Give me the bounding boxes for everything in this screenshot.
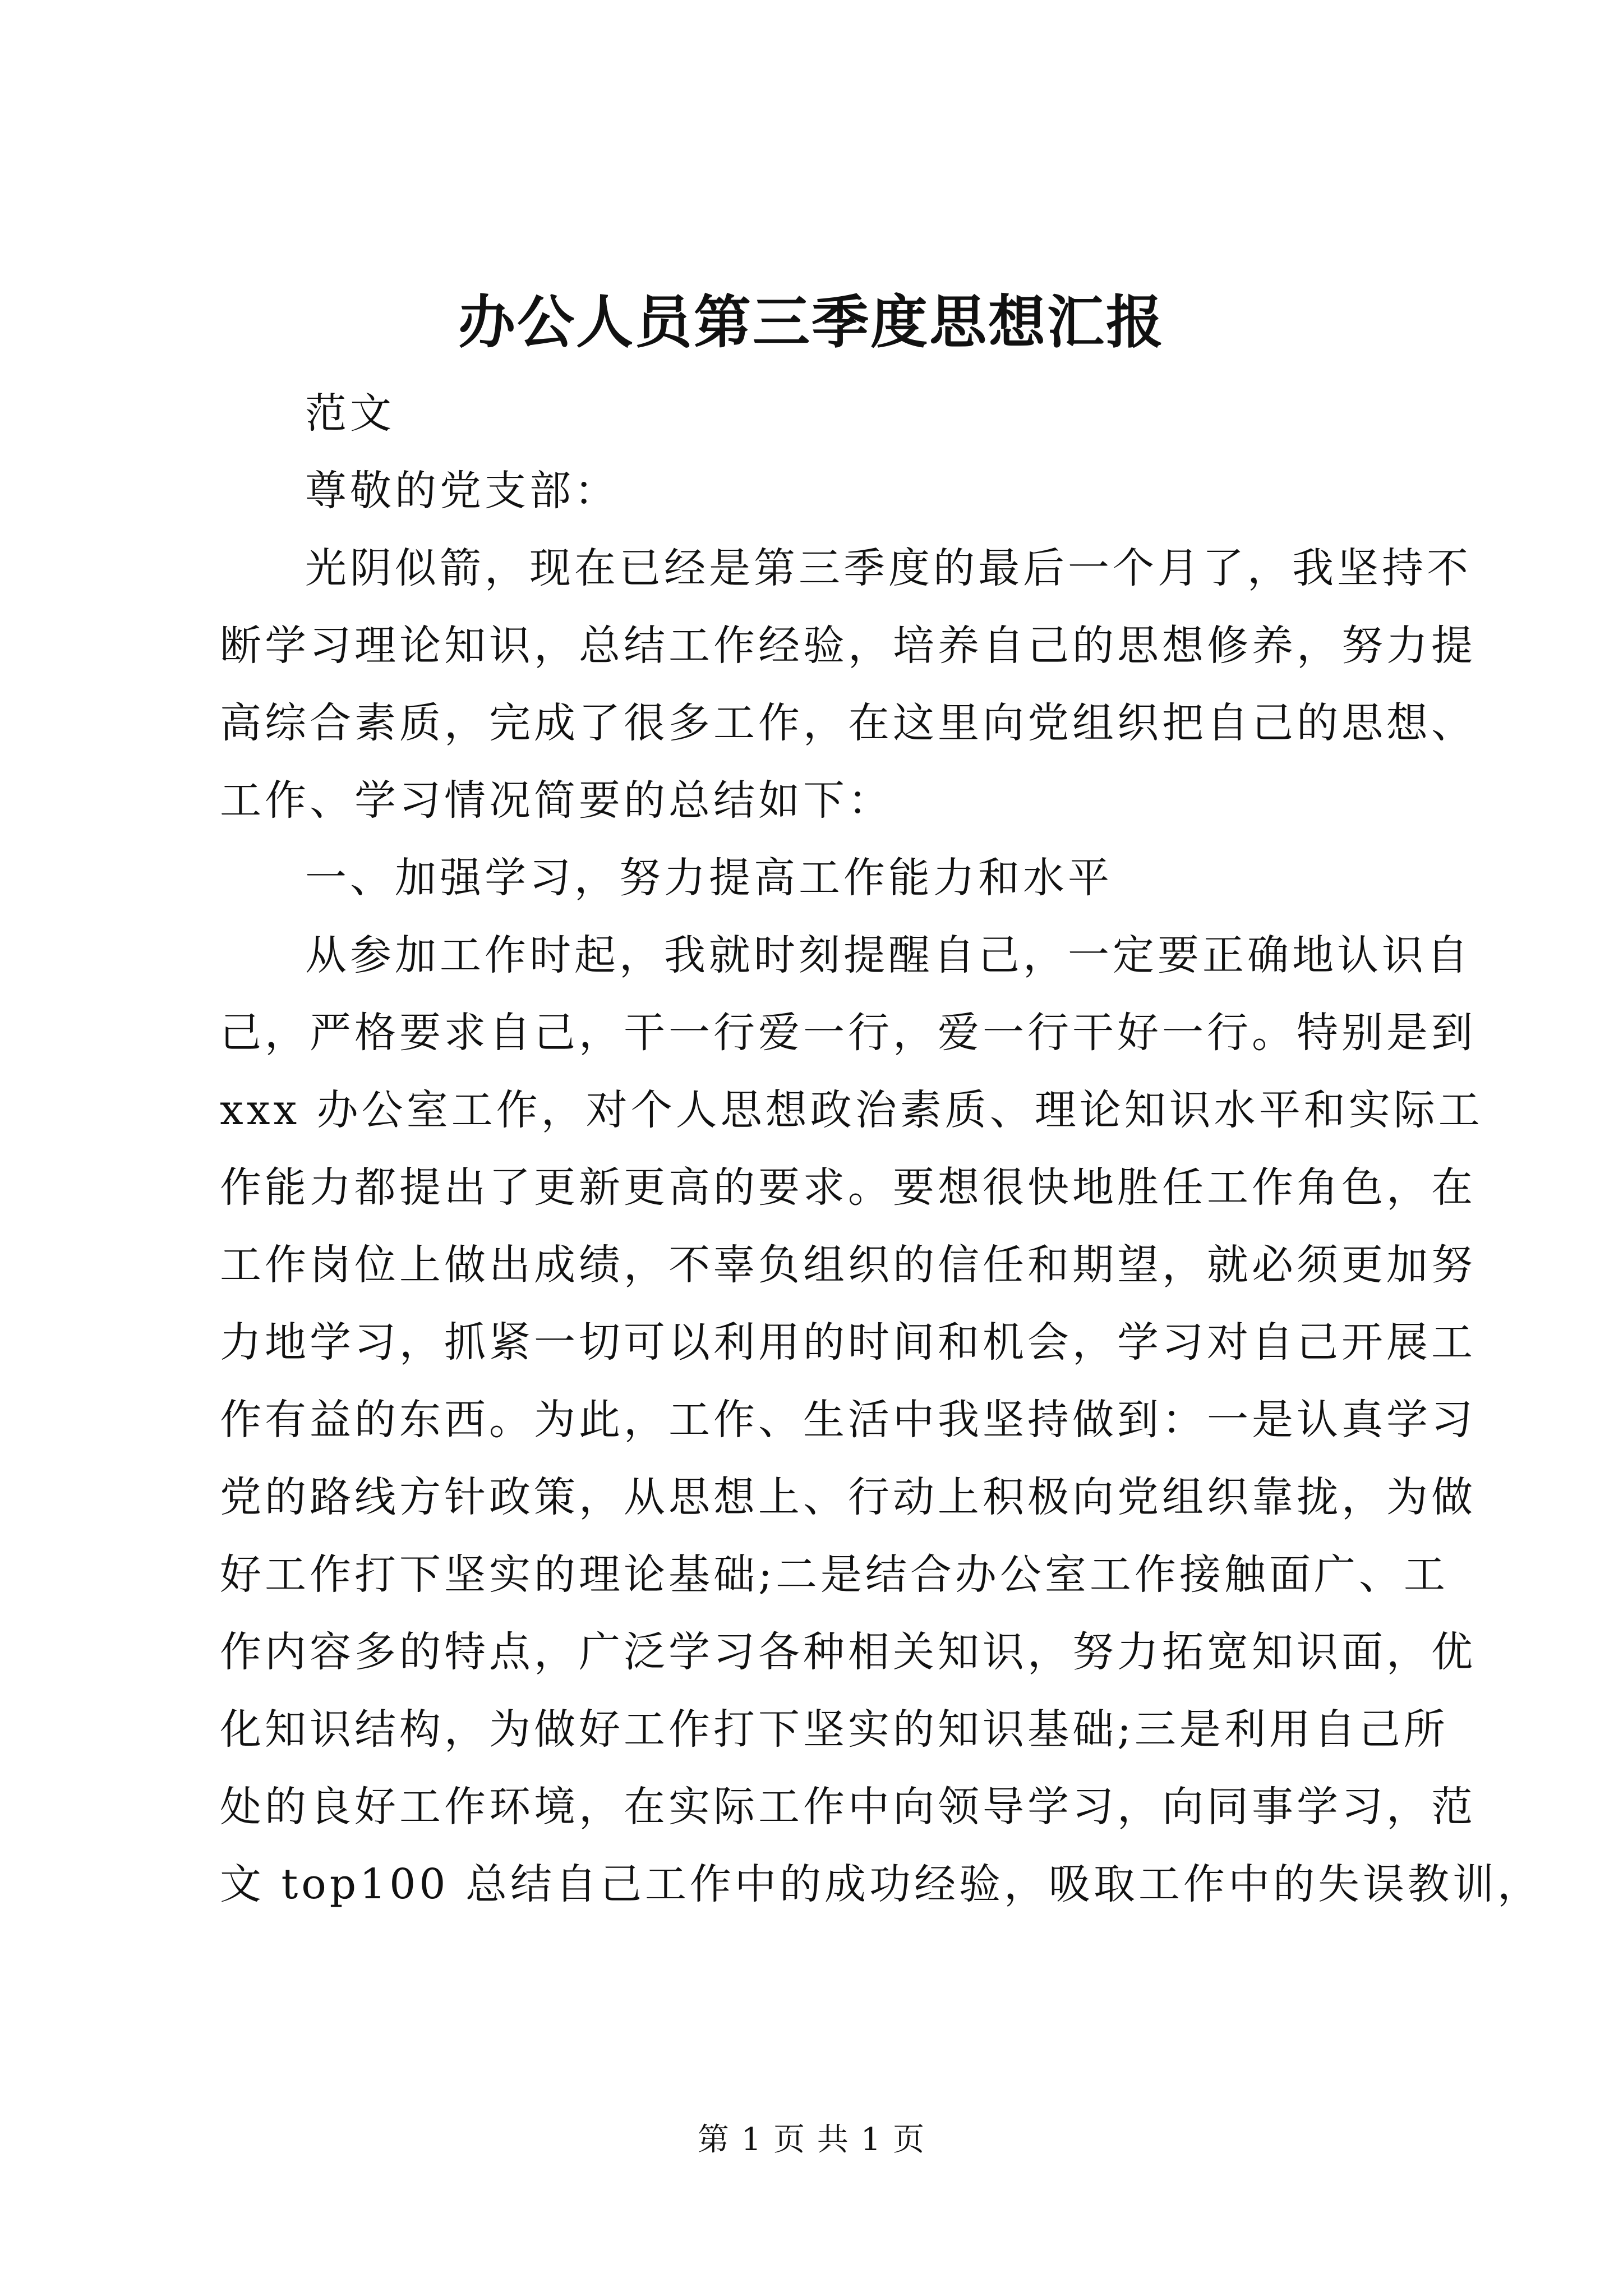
paragraph-line: 己，严格要求自己，干一行爱一行，爱一行干好一行。特别是到 <box>220 1009 1476 1057</box>
section-heading: 一、加强学习，努力提高工作能力和水平 <box>305 854 1113 902</box>
paragraph-line: 好工作打下坚实的理论基础;二是结合办公室工作接触面广、工 <box>220 1550 1449 1599</box>
paragraph-line: 光阴似箭，现在已经是第三季度的最后一个月了，我坚持不 <box>305 544 1472 592</box>
paragraph-line: 作能力都提出了更新更高的要求。要想很快地胜任工作角色，在 <box>220 1163 1476 1212</box>
paragraph-line: 工作、学习情况简要的总结如下： <box>220 776 893 825</box>
paragraph-line: 断学习理论知识，总结工作经验，培养自己的思想修养，努力提 <box>220 622 1476 670</box>
paragraph-line: 文 top100 总结自己工作中的成功经验，吸取工作中的失误教训， <box>220 1860 1542 1908</box>
paragraph-line: 高综合素质，完成了很多工作，在这里向党组织把自己的思想、 <box>220 699 1476 747</box>
page-footer: 第 1 页 共 1 页 <box>697 2122 926 2158</box>
paragraph-line: 处的良好工作环境，在实际工作中向领导学习，向同事学习，范 <box>220 1783 1476 1831</box>
paragraph-line: 作有益的东西。为此，工作、生活中我坚持做到：一是认真学习 <box>220 1396 1476 1444</box>
paragraph-line: 工作岗位上做出成绩，不辜负组织的信任和期望，就必须更加努 <box>220 1241 1476 1289</box>
paragraph-line: 党的路线方针政策，从思想上、行动上积极向党组织靠拢，为做 <box>220 1473 1476 1521</box>
paragraph-line: 化知识结构，为做好工作打下坚实的知识基础;三是利用自己所 <box>220 1705 1449 1754</box>
paragraph-line: 范文 <box>305 389 395 438</box>
paragraph-line: xxx 办公室工作，对个人思想政治素质、理论知识水平和实际工 <box>220 1086 1483 1134</box>
paragraph-line: 作内容多的特点，广泛学习各种相关知识，努力拓宽知识面，优 <box>220 1628 1476 1676</box>
paragraph-line: 力地学习，抓紧一切可以利用的时间和机会，学习对自己开展工 <box>220 1318 1476 1366</box>
paragraph-line: 从参加工作时起，我就时刻提醒自己，一定要正确地认识自 <box>305 931 1472 979</box>
document-body <box>220 375 1542 1923</box>
document-title: 办公人员第三季度思想汇报 <box>458 289 1165 356</box>
salutation-line: 尊敬的党支部： <box>305 467 619 515</box>
